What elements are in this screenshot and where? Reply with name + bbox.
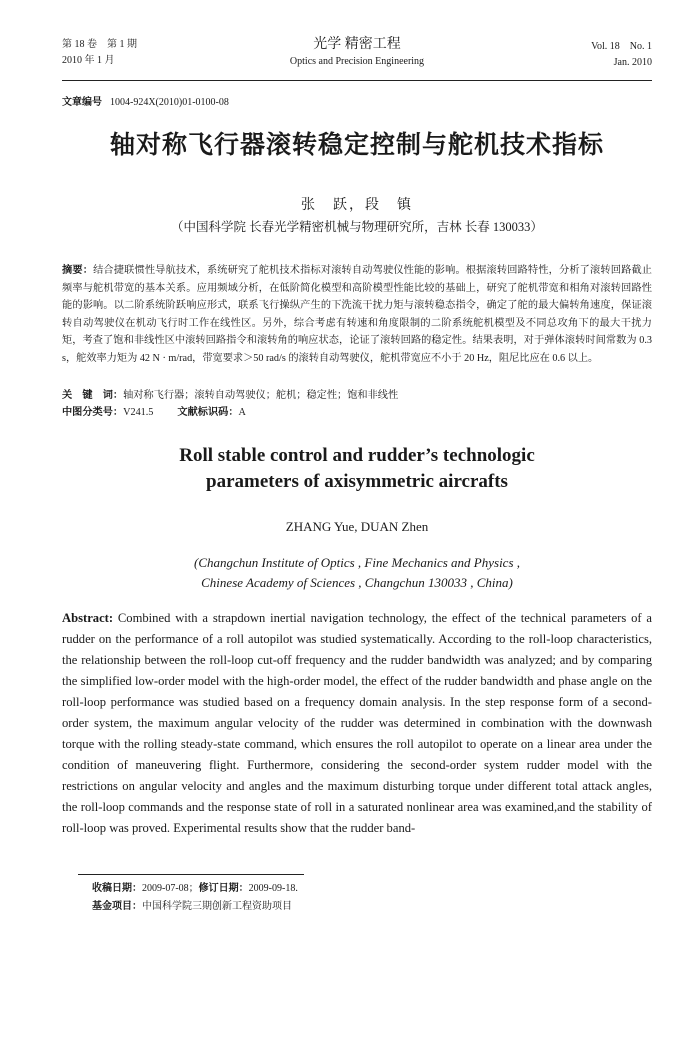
article-number-label: 文章编号	[62, 97, 102, 108]
revised-value: 2009-09-18.	[248, 883, 298, 894]
affiliation-en-line2: Chinese Academy of Sciences , Changchun 130033 , China)	[201, 575, 513, 590]
title-en-line2: parameters of axisymmetric aircrafts	[206, 471, 508, 492]
abstract-cn-label: 摘要：	[62, 265, 94, 276]
header-journal-cn: 光学 精密工程	[313, 37, 401, 52]
authors-en: ZHANG Yue, DUAN Zhen	[285, 519, 429, 534]
abstract-en-text: Combined with a strapdown inertial navigation technology, the effect of the technical parameters of a rudder on the performance of a roll autopilot was studied systematically. According to the roll-loop characteristics, the relationship between the roll-loop cut-off frequency and the rudder bandwidth was analyzed; and by comparing the simplified low-order model with the high-order model, the effect of the rudder bandwidth and phase angle on the roll-loop performance was studied based on a frequency domain analysis. In the step response form of a second-order system, the maximum angular velocity of the rudder was determined in combination with the downwash torque with the rolling steady-state command, which ensures the roll autopilot to operate on a linear area under the condition of maneuvering flight. Furthermore, considering the second-order system rudder model with the restrictions on angular velocity and angles and the maximum disturbing torque under different total attack angles, the roll-loop commands and the response state of roll in a saturated nonlinear area was examined,and the stability of roll-loop was proved. Experimental results show that the rudder band-	[62, 611, 652, 835]
footnote-rule	[78, 874, 304, 875]
article-number-value: 1004-924X(2010)01-0100-08	[110, 97, 229, 108]
header-rule	[62, 80, 652, 81]
fund-value: 中国科学院三期创新工程资助项目	[142, 901, 292, 912]
received-value: 2009-07-08；	[142, 883, 199, 894]
header-volume-en: Vol. 18 No. 1	[591, 41, 652, 52]
abstract-en	[62, 608, 652, 839]
abstract-en-label: Abstract:	[62, 611, 114, 625]
revised-label: 修订日期：	[198, 883, 249, 894]
title-en-line1: Roll stable control and rudder’s technologic	[179, 445, 535, 466]
keywords-cn	[62, 387, 652, 404]
footnote-dates	[92, 882, 298, 896]
abstract-cn	[62, 262, 652, 368]
clc-value: V241.5	[123, 407, 154, 418]
header-journal-en: Optics and Precision Engineering	[289, 56, 425, 67]
abstract-cn-text: 结合捷联惯性导航技术，系统研究了舵机技术指标对滚转自动驾驶仪性能的影响。根据滚转回路特性，分析了滚转回路截止频率与舵机带宽的基本关系。应用频域分析，在低阶简化模型和高阶模型性能比较的基础上，研究了舵机带宽和相角对滚转回路性能的影响。以二阶系统阶跃响应形式，联系飞行操纵产生的下洗流干扰力矩与滚转稳态指令，确定了舵的最大偏转角速度，保证滚转自动驾驶仪在机动飞行时工作在线性区。另外，综合考虑有转速和角度限制的二阶系统舵机模型及不同总攻角下的最大干扰力矩，考查了饱和非线性区中滚转回路指令和滚转角的响应状态，论证了滚转回路的稳定性。结果表明，对于弹体滚转时间常数为 0.3 s，舵效率力矩为 42 N · m/rad，带宽要求＞50 rad/s 的滚转自动驾驶仪，舵机带宽应不小于 20 Hz，阻尼比应在 0.6 以上。	[62, 265, 652, 364]
doc-code-value: A	[238, 407, 246, 418]
affiliation-cn: （中国科学院 长春光学精密机械与物理研究所，吉林 长春 130033）	[171, 220, 543, 234]
authors-cn: 张 跃，段 镇	[301, 198, 413, 213]
title-cn: 轴对称飞行器滚转稳定控制与舵机技术指标	[109, 130, 604, 159]
keywords-cn-label: 关 键 词：	[62, 390, 124, 401]
affiliation-en-line1: (Changchun Institute of Optics , Fine Mechanics and Physics ,	[193, 555, 521, 570]
header-date-en: Jan. 2010	[613, 57, 652, 68]
keywords-cn-text: 轴对称飞行器；滚转自动驾驶仪；舵机；稳定性；饱和非线性	[123, 390, 399, 401]
fund-label: 基金项目：	[92, 901, 142, 912]
classification-line	[62, 404, 652, 421]
running-header	[62, 38, 652, 76]
header-volume-cn: 第 18 卷 第 1 期	[62, 39, 137, 50]
clc-label: 中图分类号：	[62, 407, 124, 418]
article-number	[62, 96, 229, 110]
doc-code-label: 文献标识码：	[177, 407, 239, 418]
footnote-fund	[92, 900, 292, 914]
header-date-cn: 2010 年 1 月	[62, 55, 115, 66]
received-label: 收稿日期：	[92, 883, 142, 894]
